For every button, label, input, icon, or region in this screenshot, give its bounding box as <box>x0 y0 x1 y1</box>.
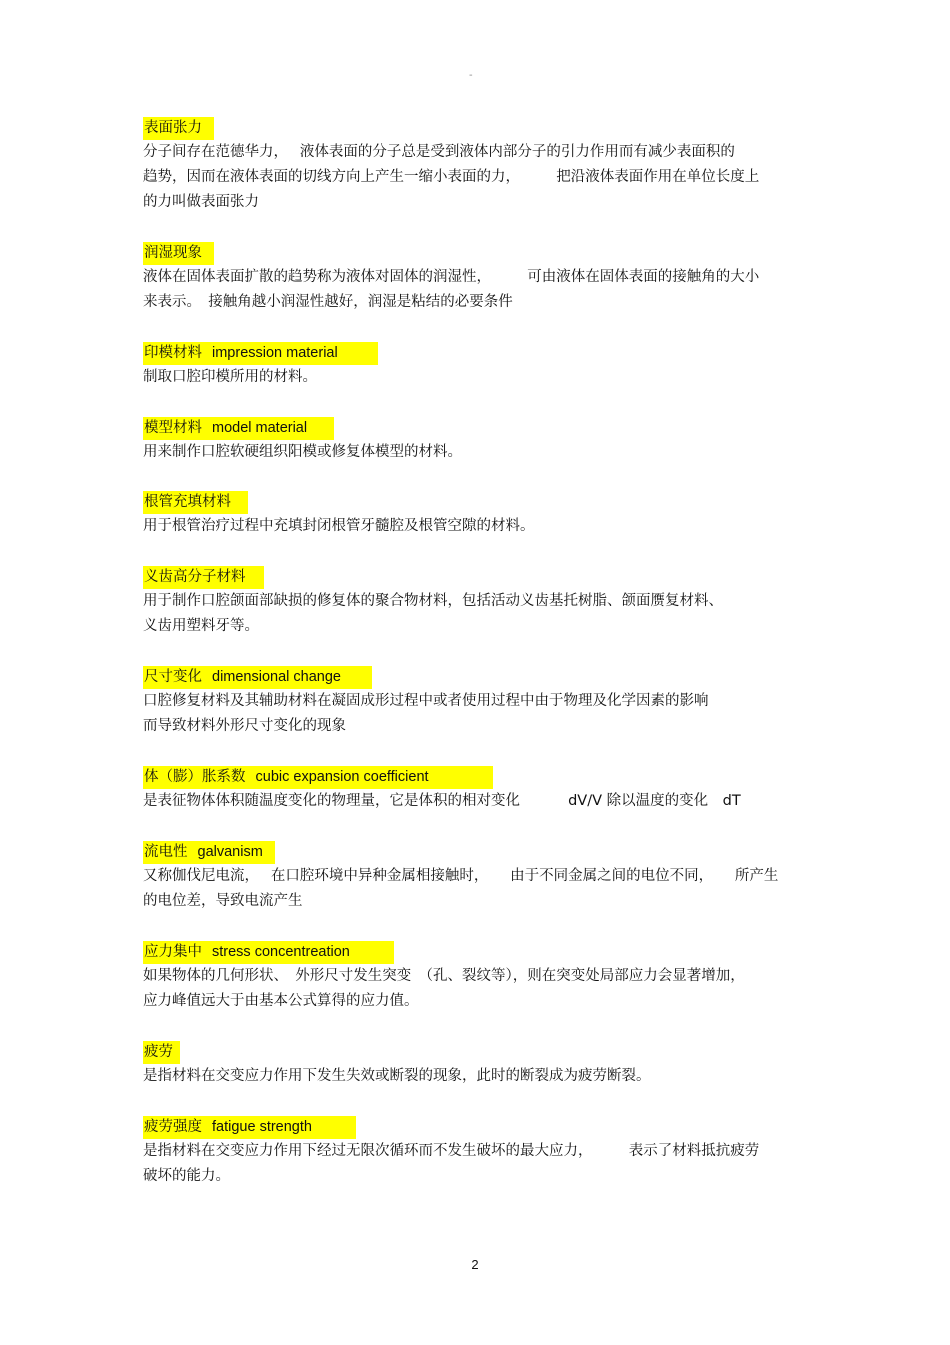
glossary-entry <box>143 342 823 390</box>
definition-line: 是指材料在交变应力作用下发生失效或断裂的现象，此时的断裂成为疲劳断裂。 <box>143 1068 651 1084</box>
term-heading <box>143 1116 356 1139</box>
glossary-entry <box>143 1116 823 1189</box>
term-chinese: 义齿高分子材料 <box>144 569 246 585</box>
definition-line: 破坏的能力。 <box>143 1168 230 1184</box>
definition-line: 用于根管治疗过程中充填封闭根管牙髓腔及根管空隙的材料。 <box>143 518 535 534</box>
term-chinese: 润湿现象 <box>144 245 202 261</box>
term-heading <box>143 566 264 589</box>
definition-line: 又称伽伐尼电流， 在口腔环境中异种金属相接触时， 由于不同金属之间的电位不同， 所产生 <box>143 868 779 884</box>
definition-line: 应力峰值远大于由基本公式算得的应力值。 <box>143 993 419 1009</box>
glossary-entry <box>143 1041 823 1089</box>
term-heading <box>143 117 214 140</box>
term-english: cubic expansion coefficient <box>255 769 429 785</box>
term-chinese: 疲劳 <box>144 1044 173 1060</box>
definition-line: 口腔修复材料及其辅助材料在凝固成形过程中或者使用过程中由于物理及化学因素的影响 <box>143 693 709 709</box>
definition-line: 来表示。 接触角越小润湿性越好，润湿是粘结的必要条件 <box>143 294 513 310</box>
glossary-entry <box>143 117 823 215</box>
term-heading <box>143 941 394 964</box>
glossary-entry <box>143 242 823 315</box>
term-english: fatigue strength <box>212 1119 312 1135</box>
term-chinese: 流电性 <box>144 844 188 860</box>
definition-line: 的力叫做表面张力 <box>143 194 259 210</box>
term-heading <box>143 1041 180 1064</box>
definition-line: 是指材料在交变应力作用下经过无限次循环而不发生破坏的最大应力， 表示了材料抵抗疲劳 <box>143 1143 760 1159</box>
definition-line: 用于制作口腔颌面部缺损的修复体的聚合物材料，包括活动义齿基托树脂、颌面赝复材料、 <box>143 593 723 609</box>
term-chinese: 应力集中 <box>144 944 202 960</box>
term-heading <box>143 666 372 689</box>
term-english: dimensional change <box>212 669 341 685</box>
term-heading <box>143 766 493 789</box>
term-english: model material <box>212 420 308 436</box>
term-heading <box>143 342 378 365</box>
definition-line: 分子间存在范德华力， 液体表面的分子总是受到液体内部分子的引力作用而有减少表面积的 <box>143 144 735 160</box>
header-mark: - <box>469 70 473 81</box>
term-heading <box>143 417 334 440</box>
glossary-entry <box>143 417 823 465</box>
definition-line: 是表征物体体积随温度变化的物理量，它是体积的相对变化 dV/V 除以温度的变化 dT <box>143 793 741 809</box>
glossary-entry <box>143 766 823 814</box>
term-chinese: 根管充填材料 <box>144 494 231 510</box>
term-heading <box>143 491 248 514</box>
term-english: impression material <box>212 345 338 361</box>
term-chinese: 尺寸变化 <box>144 669 202 685</box>
term-heading <box>143 242 214 265</box>
term-chinese: 表面张力 <box>144 120 202 136</box>
term-chinese: 印模材料 <box>144 345 202 361</box>
glossary-entry <box>143 841 823 914</box>
glossary-entry <box>143 666 823 739</box>
definition-line: 制取口腔印模所用的材料。 <box>143 369 317 385</box>
page-number: 2 <box>471 1257 479 1272</box>
term-chinese: 体（膨）胀系数 <box>144 769 246 785</box>
definition-line: 义齿用塑料牙等。 <box>143 618 259 634</box>
definition-line: 液体在固体表面扩散的趋势称为液体对固体的润湿性， 可由液体在固体表面的接触角的大小 <box>143 269 760 285</box>
term-heading <box>143 841 275 864</box>
glossary-entry <box>143 566 823 639</box>
definition-line: 趋势，因而在液体表面的切线方向上产生一缩小表面的力， 把沿液体表面作用在单位长度上 <box>143 169 760 185</box>
definition-line: 而导致材料外形尺寸变化的现象 <box>143 718 346 734</box>
term-english: galvanism <box>197 844 263 860</box>
glossary-entry <box>143 941 823 1014</box>
term-chinese: 模型材料 <box>144 420 202 436</box>
definition-line: 如果物体的几何形状、 外形尺寸发生突变 （孔、裂纹等），则在突变处局部应力会显著增加， <box>143 968 745 984</box>
glossary-entry <box>143 491 823 539</box>
term-english: stress concentreation <box>212 944 350 960</box>
term-chinese: 疲劳强度 <box>144 1119 202 1135</box>
definition-line: 用来制作口腔软硬组织阳模或修复体模型的材料。 <box>143 444 462 460</box>
definition-line: 的电位差，导致电流产生 <box>143 893 303 909</box>
